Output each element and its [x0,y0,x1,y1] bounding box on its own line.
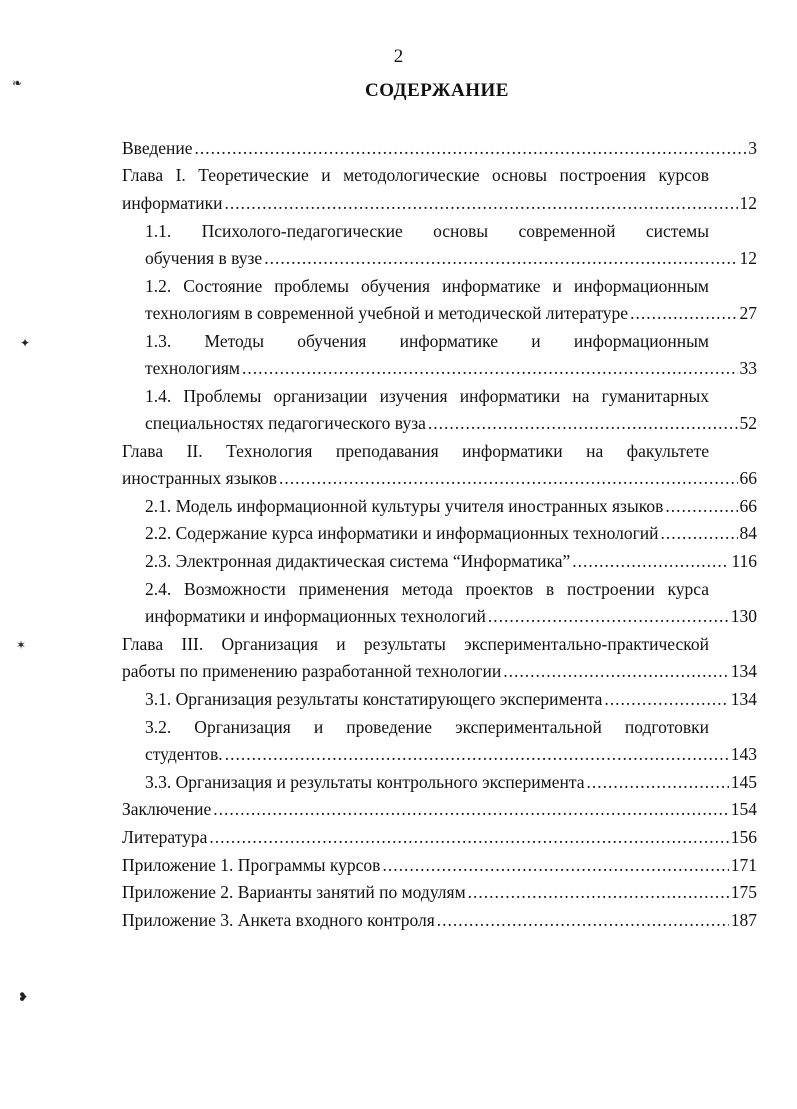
toc-entry-1-3[interactable]: 1.3. Методы обучения информатике и информационным [145,331,709,351]
toc-entry-chapter-3[interactable]: Глава III. Организация и результаты экспериментально-практической [122,634,709,654]
page-ref: 145 [730,772,757,792]
toc-entry-3-3[interactable]: 3.3. Организация и результаты контрольного эксперимента ..... 145 [145,769,757,795]
page-ref: 175 [730,882,757,902]
toc-entry-1-2[interactable]: 1.2. Состояние проблемы обучения информатике и информационным [145,276,709,296]
scan-mark: ✦ [20,336,31,350]
toc-entry-chapter-3-cont[interactable]: работы по применению разработанной технологии ..... 134 [122,658,757,684]
page-ref: 52 [739,413,757,433]
page-ref: 27 [739,303,757,323]
toc-entry-1-3-cont[interactable]: технологиям ..... 33 [145,355,757,381]
page-ref: 12 [739,193,757,213]
page-ref: 156 [730,827,757,847]
toc-entry-1-1-cont[interactable]: обучения в вузе ..... 12 [145,245,757,271]
toc-entry-appendix-2[interactable]: Приложение 2. Варианты занятий по модулям ..... 175 [122,879,757,905]
toc-entry-1-2-cont[interactable]: технологиям в современной учебной и методической литературе ..... 27 [145,300,757,326]
toc-entry-1-4-cont[interactable]: специальностях педагогического вуза ..... 52 [145,410,757,436]
toc-entry-2-4-cont[interactable]: информатики и информационных технологий ..... 130 [145,603,757,629]
page-ref: 187 [730,910,757,930]
toc-entry-chapter-1[interactable]: Глава I. Теоретические и методологические основы построения курсов [122,165,709,185]
toc-entry-literature[interactable]: Литература ..... 156 [122,824,757,850]
toc-entry-2-3[interactable]: 2.3. Электронная дидактическая система “Информатика” ..... 116 [145,548,757,574]
toc-entry-1-1[interactable]: 1.1. Психолого-педагогические основы современной системы [145,221,709,241]
scan-mark: ❥ [18,990,29,1004]
toc-entry-3-1[interactable]: 3.1. Организация результаты констатирующего эксперимента ..... 134 [145,686,757,712]
scan-mark: ✶ [16,638,27,652]
scan-mark: ❧ [12,76,23,90]
page-ref: 154 [730,799,757,819]
toc-entry-2-2[interactable]: 2.2. Содержание курса информатики и информационных технологий ..... 84 [145,520,757,546]
page-ref: 12 [739,248,757,268]
page-ref: 116 [731,551,757,571]
toc-entry-2-1[interactable]: 2.1. Модель информационной культуры учителя иностранных языков ..... 66 [145,493,757,519]
page-ref: 3 [748,138,757,158]
toc-entry-2-4[interactable]: 2.4. Возможности применения метода проектов в построении курса [145,579,709,599]
page-ref: 66 [739,496,757,516]
page-ref: 171 [730,855,757,875]
toc-entry-3-2-cont[interactable]: студентов. ..... 143 [145,741,757,767]
toc-entry-conclusion[interactable]: Заключение ..... 154 [122,796,757,822]
toc-entry-chapter-2[interactable]: Глава II. Технология преподавания информатики на факультете [122,441,709,461]
toc-entry-chapter-2-cont[interactable]: иностранных языков ..... 66 [122,465,757,491]
toc-entry-chapter-1-cont[interactable]: информатики ..... 12 [122,190,757,216]
page-ref: 84 [739,523,757,543]
toc-entry-intro[interactable]: Введение ..... 3 [122,135,757,161]
toc-entry-3-2[interactable]: 3.2. Организация и проведение экспериментальной подготовки [145,717,709,737]
page-ref: 66 [739,468,757,488]
page-ref: 130 [730,606,757,626]
page-number: 2 [393,46,404,67]
page-ref: 134 [730,661,757,681]
toc-entry-1-4[interactable]: 1.4. Проблемы организации изучения информатики на гуманитарных [145,386,709,406]
toc-entry-appendix-1[interactable]: Приложение 1. Программы курсов ..... 171 [122,852,757,878]
page-ref: 143 [730,744,757,764]
page-title: СОДЕРЖАНИЕ [365,80,509,101]
toc-entry-appendix-3[interactable]: Приложение 3. Анкета входного контроля ..... 187 [122,907,757,933]
page-ref: 134 [730,689,757,709]
page-ref: 33 [739,358,757,378]
